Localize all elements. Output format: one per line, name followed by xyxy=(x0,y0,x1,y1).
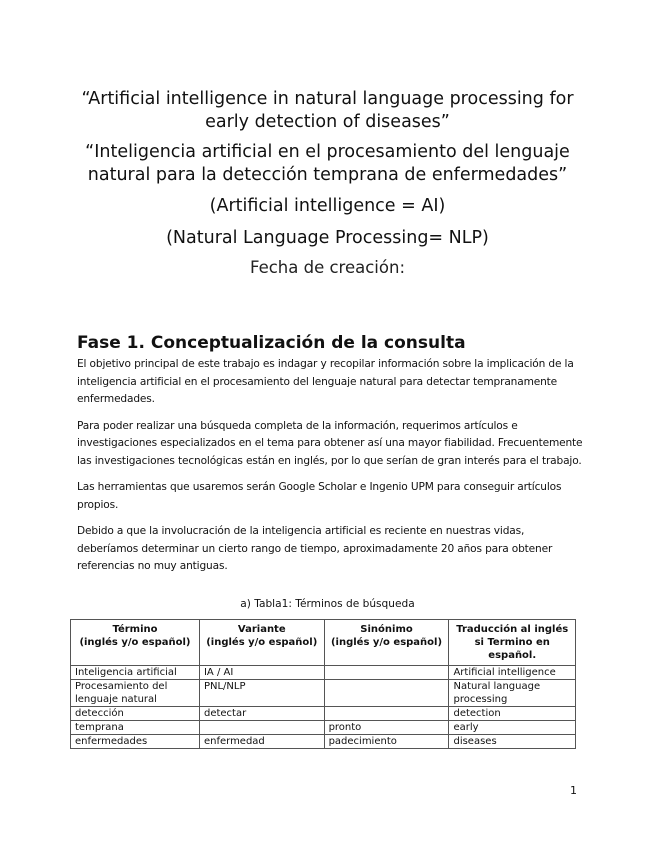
page-number: 1 xyxy=(570,784,577,797)
cell-term: Procesamiento del lenguaje natural xyxy=(71,680,200,707)
cell-translation: detection xyxy=(449,707,576,721)
cell-synonym xyxy=(324,680,449,707)
abbreviation-ai: (Artificial intelligence = AI) xyxy=(209,196,446,216)
cell-translation: diseases xyxy=(449,735,576,749)
table-row xyxy=(71,680,576,707)
cell-term: enfermedades xyxy=(71,735,200,749)
cell-synonym: padecimiento xyxy=(324,735,449,749)
cell-translation: Natural language processing xyxy=(449,680,576,707)
paragraph-objective: El objetivo principal de este trabajo es indagar y recopilar información sobre la implicación de la inteligencia artificial en el procesamiento del lenguaje natural para detectar tempranamente enfermedades. xyxy=(77,358,574,405)
table-row xyxy=(71,666,576,680)
paragraph-timerange: Debido a que la involucración de la inteligencia artificial es reciente en nuestras vidas, deberíamos determinar un cierto rango de tiempo, aproximadamente 20 años para obtener referencias no muy antiguas. xyxy=(77,525,553,572)
cell-translation: Artificial intelligence xyxy=(449,666,576,680)
cell-synonym xyxy=(324,666,449,680)
search-terms-table xyxy=(70,619,576,749)
abbreviation-nlp: (Natural Language Processing= NLP) xyxy=(166,228,489,248)
header-term: Término (inglés y/o español) xyxy=(71,620,200,666)
table-row xyxy=(71,707,576,721)
cell-variant: detectar xyxy=(199,707,324,721)
cell-synonym xyxy=(324,707,449,721)
table-header-row xyxy=(71,620,576,666)
creation-date-label: Fecha de creación: xyxy=(249,258,406,277)
paragraph-tools: Las herramientas que usaremos serán Google Scholar e Ingenio UPM para conseguir artículos propios. xyxy=(77,481,562,511)
table-caption: a) Tabla1: Términos de búsqueda xyxy=(240,598,415,610)
cell-term: detección xyxy=(71,707,200,721)
section-heading: Fase 1. Conceptualización de la consulta xyxy=(77,333,466,353)
cell-term: temprana xyxy=(71,721,200,735)
cell-term: Inteligencia artificial xyxy=(71,666,200,680)
title-block xyxy=(60,88,595,296)
table-row xyxy=(71,721,576,735)
table-row xyxy=(71,735,576,749)
cell-variant: enfermedad xyxy=(199,735,324,749)
cell-translation: early xyxy=(449,721,576,735)
title-english: “Artificial intelligence in natural language processing for early detection of diseases” xyxy=(81,89,574,132)
cell-variant: IA / AI xyxy=(199,666,324,680)
title-spanish: “Inteligencia artificial en el procesamiento del lenguaje natural para la detección temprana de enfermedades” xyxy=(85,142,570,185)
header-variant: Variante (inglés y/o español) xyxy=(199,620,324,666)
cell-variant xyxy=(199,721,324,735)
header-translation: Traducción al inglés si Termino en español. xyxy=(449,620,576,666)
cell-variant: PNL/NLP xyxy=(199,680,324,707)
paragraph-search: Para poder realizar una búsqueda completa de la información, requerimos artículos e investigaciones especializados en el tema para obtener así una mayor fiabilidad. Frecuentemente las investigaciones tecnológicas están en inglés, por lo que serían de gran interés para el trabajo. xyxy=(77,419,583,467)
header-synonym: Sinónimo (inglés y/o español) xyxy=(324,620,449,666)
cell-synonym: pronto xyxy=(324,721,449,735)
phase-1-section xyxy=(77,333,587,585)
